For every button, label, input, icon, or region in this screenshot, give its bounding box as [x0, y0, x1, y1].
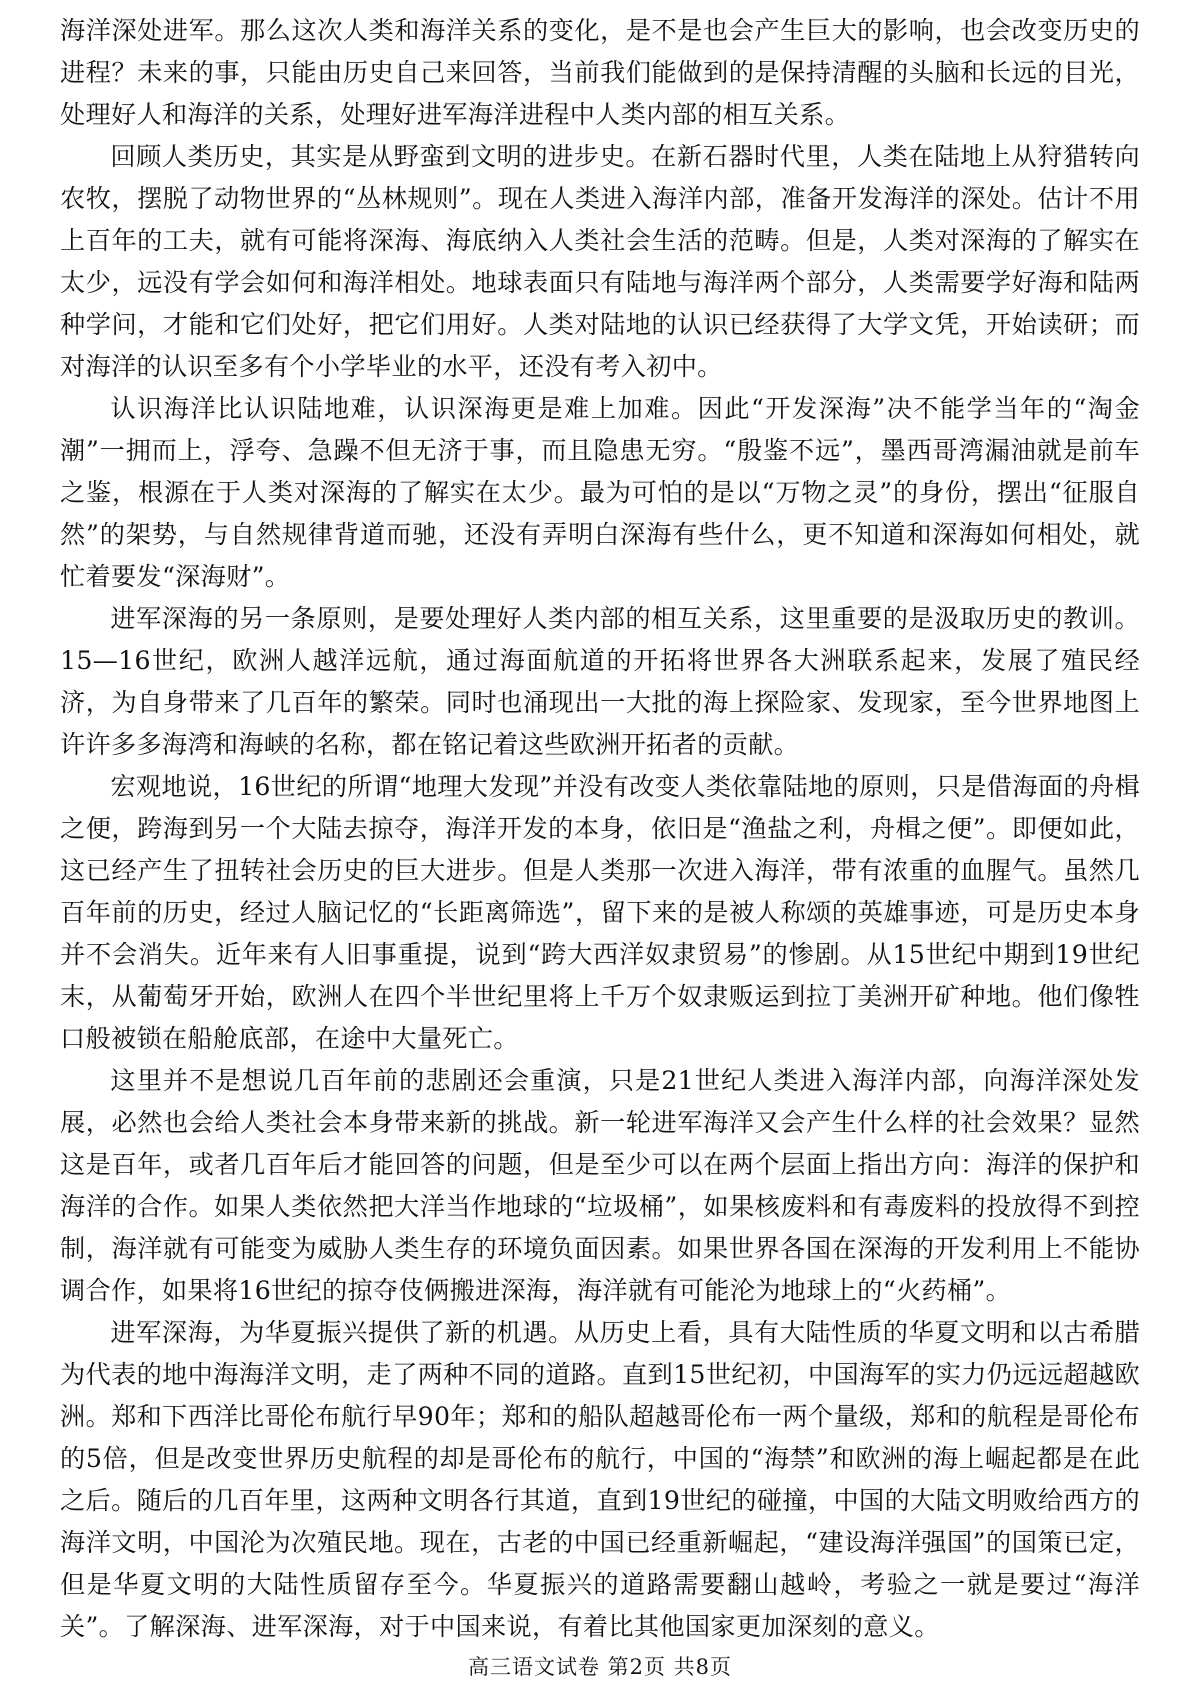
paragraph-2: 回顾人类历史，其实是从野蛮到文明的进步史。在新石器时代里，人类在陆地上从狩猎转向农牧，摆脱了动物世界的“丛林规则”。现在人类进入海洋内部，准备开发海洋的深处。估计不用上百年的工夫，就有可能将深海、海底纳入人类社会生活的范畴。但是，人类对深海的了解实在太少，远没有学会如何和海洋相处。地球表面只有陆地与海洋两个部分，人类需要学好海和陆两种学问，才能和它们处好，把它们用好。人类对陆地的认识已经获得了大学文凭，开始读研；而对海洋的认识至多有个小学毕业的水平，还没有考入初中。 — [60, 142, 1140, 381]
paragraph-1: 海洋深处进军。那么这次人类和海洋关系的变化，是不是也会产生巨大的影响，也会改变历史的进程？未来的事，只能由历史自己来回答，当前我们能做到的是保持清醒的头脑和长远的目光，处理好人和海洋的关系，处理好进军海洋进程中人类内部的相互关系。 — [60, 16, 1140, 129]
paragraph-5: 宏观地说，16世纪的所谓“地理大发现”并没有改变人类依靠陆地的原则，只是借海面的舟楫之便，跨海到另一个大陆去掠夺，海洋开发的本身，依旧是“渔盐之利，舟楫之便”。即便如此，这已经产生了扭转社会历史的巨大进步。但是人类那一次进入海洋，带有浓重的血腥气。虽然几百年前的历史，经过人脑记忆的“长距离筛选”，留下来的是被人称颂的英雄事迹，可是历史本身并不会消失。近年来有人旧事重提，说到“跨大西洋奴隶贸易”的惨剧。从15世纪中期到19世纪末，从葡萄牙开始，欧洲人在四个半世纪里将上千万个奴隶贩运到拉丁美洲开矿种地。他们像牲口般被锁在船舱底部，在途中大量死亡。 — [60, 772, 1140, 1053]
paragraph-7: 进军深海，为华夏振兴提供了新的机遇。从历史上看，具有大陆性质的华夏文明和以古希腊为代表的地中海海洋文明，走了两种不同的道路。直到15世纪初，中国海军的实力仍远远超越欧洲。郑和下西洋比哥伦布航行早90年；郑和的船队超越哥伦布一两个量级，郑和的航程是哥伦布的5倍，但是改变世界历史航程的却是哥伦布的航行，中国的“海禁”和欧洲的海上崛起都是在此之后。随后的几百年里，这两种文明各行其道，直到19世纪的碰撞，中国的大陆文明败给西方的海洋文明，中国沦为次殖民地。现在，古老的中国已经重新崛起，“建设海洋强国”的国策已定，但是华夏文明的大陆性质留存至今。华夏振兴的道路需要翻山越岭，考验之一就是要过“海洋关”。了解深海、进军深海，对于中国来说，有着比其他国家更加深刻的意义。 — [60, 1318, 1140, 1641]
page-footer: 高三语文试卷 第2页 共8页 — [467, 1655, 733, 1679]
article-body — [60, 10, 1140, 1648]
paragraph-6: 这里并不是想说几百年前的悲剧还会重演，只是21世纪人类进入海洋内部，向海洋深处发展，必然也会给人类社会本身带来新的挑战。新一轮进军海洋又会产生什么样的社会效果？显然这是百年，或者几百年后才能回答的问题，但是至少可以在两个层面上指出方向：海洋的保护和海洋的合作。如果人类依然把大洋当作地球的“垃圾桶”，如果核废料和有毒废料的投放得不到控制，海洋就有可能变为威胁人类生存的环境负面因素。如果世界各国在深海的开发利用上不能协调合作，如果将16世纪的掠夺伎俩搬进深海，海洋就有可能沦为地球上的“火药桶”。 — [60, 1066, 1140, 1305]
paragraph-4: 进军深海的另一条原则，是要处理好人类内部的相互关系，这里重要的是汲取历史的教训。15—16世纪，欧洲人越洋远航，通过海面航道的开拓将世界各大洲联系起来，发展了殖民经济，为自身带来了几百年的繁荣。同时也涌现出一大批的海上探险家、发现家，至今世界地图上许许多多海湾和海峡的名称，都在铭记着这些欧洲开拓者的贡献。 — [60, 604, 1140, 759]
paragraph-3: 认识海洋比认识陆地难，认识深海更是难上加难。因此“开发深海”决不能学当年的“淘金潮”一拥而上，浮夸、急躁不但无济于事，而且隐患无穷。“殷鉴不远”，墨西哥湾漏油就是前车之鉴，根源在于人类对深海的了解实在太少。最为可怕的是以“万物之灵”的身份，摆出“征服自然”的架势，与自然规律背道而驰，还没有弄明白深海有些什么，更不知道和深海如何相处，就忙着要发“深海财”。 — [60, 394, 1140, 591]
